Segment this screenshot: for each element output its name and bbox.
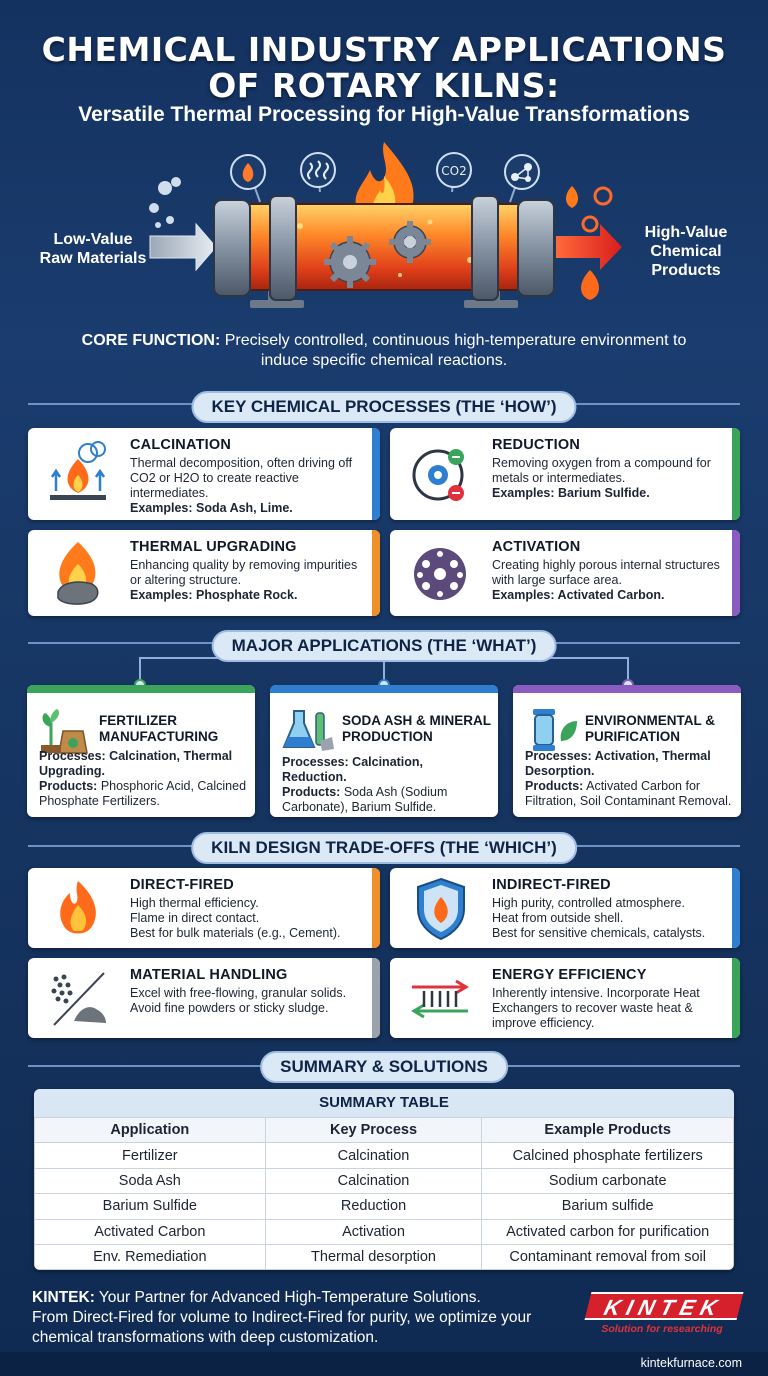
process-card-activation [390, 530, 740, 616]
process-examples: Examples: Barium Sulfide. [492, 486, 650, 500]
column-header: Example Products [482, 1118, 734, 1143]
table-cell: Activated carbon for purification [482, 1219, 734, 1244]
process-title: ACTIVATION [492, 539, 581, 555]
table-row [35, 1194, 734, 1219]
tradeoff-title: DIRECT-FIRED [130, 877, 234, 893]
heat-exchanger-icon [402, 959, 480, 1037]
table-cell: Sodium carbonate [482, 1168, 734, 1193]
input-arrow-icon [150, 224, 216, 270]
tradeoff-card-direct-fired: DIRECT-FIRED High thermal efficiency. Flame in direct contact. Best for bulk materials (e.g., Cement). [28, 868, 380, 948]
tradeoff-card-material-handling: MATERIAL HANDLING Excel with free-flowing, granular solids. Avoid fine powders or sticky sludge. [28, 958, 380, 1038]
column-header: Application [35, 1118, 266, 1143]
title-line-2: OF ROTARY KILNS: [208, 66, 560, 105]
granules-powder-icon [40, 959, 118, 1037]
subtitle: Versatile Thermal Processing for High-Value Transformations [78, 103, 690, 126]
table-row [35, 1219, 734, 1244]
process-examples: Examples: Soda Ash, Lime. [130, 501, 293, 515]
kintek-logo[interactable] [582, 1292, 742, 1335]
table-cell: Fertilizer [35, 1143, 266, 1168]
process-examples: Examples: Activated Carbon. [492, 588, 665, 602]
application-title: FERTILIZER MANUFACTURING [99, 713, 219, 744]
tradeoff-card-energy-efficiency: ENERGY EFFICIENCY Inherently intensive. Incorporate Heat Exchangers to recover waste heat & improve efficiency. [390, 958, 740, 1038]
output-label: High-Value Chemical Products [644, 224, 728, 279]
reduction-icon [402, 435, 480, 513]
process-text: Creating highly porous internal structures with large surface area. [492, 558, 720, 587]
bubbles-icon [149, 177, 181, 228]
table-cell: Barium Sulfide [35, 1194, 266, 1219]
tradeoff-card-indirect-fired: INDIRECT-FIRED High purity, controlled atmosphere. Heat from outside shell. Best for sensitive chemicals, catalysts. [390, 868, 740, 948]
table-cell: Activated Carbon [35, 1219, 266, 1244]
process-examples: Examples: Phosphate Rock. [130, 588, 298, 602]
calcination-icon [40, 435, 118, 513]
svg-text:CO2: CO2 [441, 164, 467, 178]
application-body: Processes: Calcination, Reduction. Products: Soda Ash (Sodium Carbonate), Barium Sulfide. [282, 755, 448, 814]
application-title: ENVIRONMENTAL & PURIFICATION [585, 713, 716, 744]
tradeoff-title: ENERGY EFFICIENCY [492, 967, 647, 983]
shield-flame-icon [402, 869, 480, 947]
process-text: Enhancing quality by removing impurities or altering structure. [130, 558, 358, 587]
table-cell: Thermal desorption [265, 1244, 482, 1269]
table-row [35, 1168, 734, 1193]
summary-table-grid [34, 1117, 734, 1270]
summary-table-title: SUMMARY TABLE [34, 1089, 734, 1117]
table-row [35, 1244, 734, 1269]
process-card-calcination [28, 428, 380, 520]
application-card-environmental [513, 685, 741, 817]
table-cell: Calcination [265, 1143, 482, 1168]
section-title-processes: KEY CHEMICAL PROCESSES (THE ‘HOW’) [191, 391, 576, 423]
title-line-1: CHEMICAL INDUSTRY APPLICATIONS [41, 30, 727, 69]
process-card-reduction [390, 428, 740, 520]
process-card-thermal-upgrading [28, 530, 380, 616]
tradeoff-title: MATERIAL HANDLING [130, 967, 288, 983]
column-header: Key Process [265, 1118, 482, 1143]
section-title-tradeoffs: KILN DESIGN TRADE-OFFS (THE ‘WHICH’) [191, 832, 577, 864]
table-cell: Env. Remediation [35, 1244, 266, 1269]
process-title: CALCINATION [130, 437, 232, 453]
footer-brand: KINTEK: [32, 1289, 95, 1306]
input-label: Low-Value Raw Materials [39, 231, 147, 267]
application-title: SODA ASH & MINERAL PRODUCTION [342, 713, 492, 744]
application-card-soda-ash [270, 685, 498, 817]
table-cell: Calcined phosphate fertilizers [482, 1143, 734, 1168]
core-function-text: Precisely controlled, continuous high-temperature environment to induce specific chemical reactions. [220, 332, 687, 369]
flame-icon [40, 869, 118, 947]
table-cell: Contaminant removal from soil [482, 1244, 734, 1269]
table-cell: Soda Ash [35, 1168, 266, 1193]
logo-tagline: Solution for researching [601, 1323, 723, 1335]
lab-flask-icon [280, 701, 336, 757]
application-body: Processes: Calcination, Thermal Upgrading. Products: Phosphoric Acid, Calcined Phosphate Fertilizers. [39, 749, 247, 808]
table-cell: Activation [265, 1219, 482, 1244]
table-cell: Reduction [265, 1194, 482, 1219]
application-body: Processes: Activation, Thermal Desorption. Products: Activated Carbon for Filtration, Soil Contaminant Removal. [525, 749, 732, 808]
process-text: Thermal decomposition, often driving off CO2 or H2O to create reactive intermediates. [130, 456, 353, 500]
logo-wordmark: KINTEK [585, 1292, 744, 1320]
core-function [60, 331, 708, 371]
process-title: THERMAL UPGRADING [130, 539, 297, 555]
flame-rock-icon [40, 534, 118, 612]
process-title: REDUCTION [492, 437, 580, 453]
table-row [35, 1143, 734, 1168]
section-title-applications: MAJOR APPLICATIONS (THE ‘WHAT’) [212, 630, 557, 662]
process-text: Removing oxygen from a compound for metals or intermediates. [492, 456, 711, 485]
section-title-summary: SUMMARY & SOLUTIONS [260, 1051, 508, 1083]
table-cell: Barium sulfide [482, 1194, 734, 1219]
summary-table [34, 1089, 734, 1270]
table-cell: Calcination [265, 1168, 482, 1193]
application-card-fertilizer [27, 685, 255, 817]
tradeoff-title: INDIRECT-FIRED [492, 877, 611, 893]
core-function-label: CORE FUNCTION: [81, 332, 221, 349]
bottom-bar [0, 1352, 768, 1376]
website-link[interactable]: kintekfurnace.com [640, 1356, 742, 1370]
product-gears-icon [583, 188, 611, 231]
porous-structure-icon [402, 534, 480, 612]
footer-text: KINTEK: Your Partner for Advanced High-Temperature Solutions. From Direct-Fired for volume to Indirect-Fired for purity, we optimize your chemical transformations with deep customization. [32, 1289, 532, 1346]
